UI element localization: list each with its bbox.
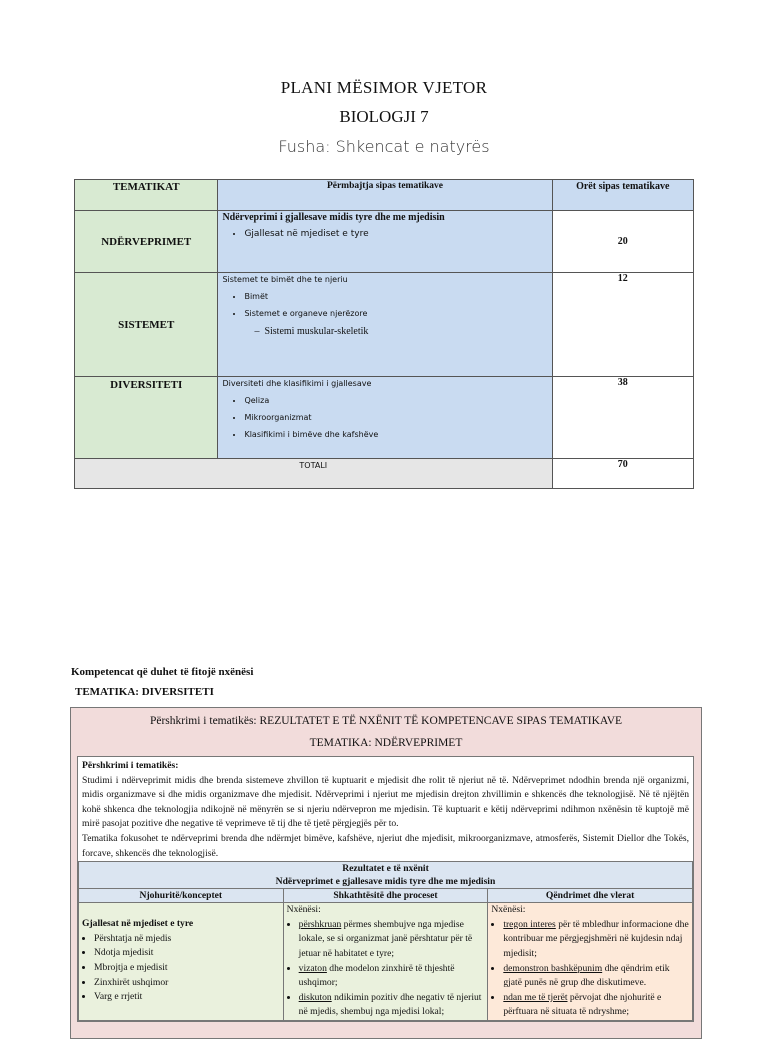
outcomes-theme: TEMATIKA: NDËRVEPRIMET xyxy=(309,737,463,749)
sub-list xyxy=(222,326,547,337)
col-header-hours: Orët sipas tematikave xyxy=(552,180,693,211)
list-item: • diskuton ndikimin pozitiv dhe negativ të njeriut në mjedis, shembuj nga mjedisi lokal; xyxy=(299,991,485,1020)
outcomes-title: Rezultatet e të nxënit Ndërveprimet e gjallesave midis tyre dhe me mjedisin xyxy=(79,862,693,889)
attitudes-list xyxy=(491,918,689,1020)
theme-name: SISTEMET xyxy=(75,273,218,377)
theme-description xyxy=(78,757,693,861)
col-header-knowledge: Njohuritë/konceptet xyxy=(79,889,284,903)
outcomes-inner xyxy=(77,756,694,1022)
skills-intro: Nxënësi: xyxy=(286,904,321,916)
list-item: • Bimët xyxy=(244,292,547,301)
theme-hours: 20 xyxy=(552,211,693,273)
list-item: • Zinxhirët ushqimor xyxy=(94,976,280,991)
content-list xyxy=(222,229,547,239)
knowledge-list xyxy=(82,932,280,1005)
list-item: – Sistemi muskular-skeletik xyxy=(254,326,369,337)
content-list xyxy=(222,396,547,439)
document-title: PLANI MËSIMOR VJETOR xyxy=(280,78,488,97)
list-item: • Sistemet e organeve njerëzore xyxy=(244,309,547,318)
description-paragraph: Studimi i ndërveprimit midis dhe brenda sistemeve zhvillon të kuptuarit e mjedisit dhe rolit të njeriut në të. Ndërveprimet ndodhin brenda një organizmi, midis organizmave si dhe midis organizmave dhe mjedisit. Ndërveprimi i njeriut me mjedisin drejton zhvillimin e shkencës dhe teknologjisë. Në të njëjtën kohë shkenca dhe teknologjia ndikojnë në mënyrën se si njeriu ndërvepron me mjedisin. Të kuptuarit e këtij ndërveprimi ndihmon nxënësin të kuptojë më mirë pasojat pozitive dhe negative të veprimeve të tij dhe të tjetë përgjegjës për to. xyxy=(82,774,689,830)
list-item: • Përshtatja në mjedis xyxy=(94,932,280,947)
list-item: • Klasifikimi i bimëve dhe kafshëve xyxy=(244,430,547,439)
list-item: • Gjallesat në mjediset e tyre xyxy=(244,229,547,239)
theme-name: DIVERSITETI xyxy=(75,377,218,459)
col-header-themes: TEMATIKAT xyxy=(75,180,218,211)
section-title: Sistemet te bimët dhe te njeriu xyxy=(222,275,348,284)
theme-content xyxy=(218,377,552,459)
themes-table xyxy=(74,179,694,489)
description-paragraph: Tematika fokusohet te ndërveprimi brenda dhe ndërmjet bimëve, kafshëve, njeriut dhe mjedisit, mikroorganizmave, atmosferës, Sistemit Diellor dhe Tokës, forcave, shkencës dhe teknologjisë. xyxy=(82,832,689,859)
col-header-attitudes: Qëndrimet dhe vlerat xyxy=(488,889,693,903)
outcomes-box xyxy=(70,707,702,1039)
attitudes-intro: Nxënësi: xyxy=(491,904,526,916)
description-title: Përshkrimi i tematikës: xyxy=(82,760,179,771)
theme-content xyxy=(218,273,552,377)
skills-cell xyxy=(283,903,488,1021)
list-item: • Qeliza xyxy=(244,396,547,405)
outcomes-header xyxy=(79,889,693,903)
total-hours: 70 xyxy=(552,459,693,489)
outcomes-heading: Përshkrimi i tematikës: REZULTATET E TË NXËNIT TË KOMPETENCAVE SIPAS TEMATIKAVE xyxy=(149,715,623,727)
content-list xyxy=(222,292,547,318)
theme-name: NDËRVEPRIMET xyxy=(75,211,218,273)
outcomes-table xyxy=(78,861,693,1021)
theme-hours: 12 xyxy=(552,273,693,377)
col-header-skills: Shkathtësitë dhe proceset xyxy=(283,889,488,903)
list-item: • Ndotja mjedisit xyxy=(94,946,280,961)
list-item: • demonstron bashkëpunim dhe qëndrim etik gjatë punës në grup dhe diskutimeve. xyxy=(503,962,689,991)
knowledge-title: Gjallesat në mjediset e tyre xyxy=(82,918,194,930)
col-header-content: Përmbajtja sipas tematikave xyxy=(218,180,552,211)
table-row xyxy=(79,903,693,1021)
theme-hours: 38 xyxy=(552,377,693,459)
table-row xyxy=(75,273,694,377)
subject-title: BIOLOGJI 7 xyxy=(339,107,429,126)
list-item: • ndan me të tjerët përvojat dhe njohuritë e përftuara në situata të ndryshme; xyxy=(503,991,689,1020)
list-item: • Mbrojtja e mjedisit xyxy=(94,961,280,976)
themes-table-header xyxy=(75,180,694,211)
table-row xyxy=(75,377,694,459)
theme-label: TEMATIKA: DIVERSITETI xyxy=(75,686,214,698)
knowledge-cell xyxy=(79,903,284,1021)
competences-heading: Kompetencat që duhet të fitojë nxënësi xyxy=(71,666,254,678)
list-item: • Mikroorganizmat xyxy=(244,413,547,422)
field-subtitle: Fusha: Shkencat e natyrës xyxy=(278,137,490,156)
total-label: TOTALI xyxy=(75,459,553,489)
theme-content xyxy=(218,211,552,273)
list-item: • tregon interes për të mbledhur informacione dhe kontribuar me përgjegjshmëri në kujdesin ndaj mjedisit; xyxy=(503,918,689,962)
attitudes-cell xyxy=(488,903,693,1021)
list-item: • vizaton dhe modelon zinxhirë të thjeshtë ushqimor; xyxy=(299,962,485,991)
list-item: • përshkruan përmes shembujve nga mjedise lokale, se si organizmat janë përshtatur për të jetuar në habitatet e tyre; xyxy=(299,918,485,962)
table-row xyxy=(75,211,694,273)
list-item: • Varg e rrjetit xyxy=(94,990,280,1005)
section-title: Diversiteti dhe klasifikimi i gjallesave xyxy=(222,379,372,388)
skills-list xyxy=(287,918,485,1020)
total-row xyxy=(75,459,694,489)
section-title: Ndërveprimi i gjallesave midis tyre dhe me mjedisin xyxy=(222,212,445,223)
